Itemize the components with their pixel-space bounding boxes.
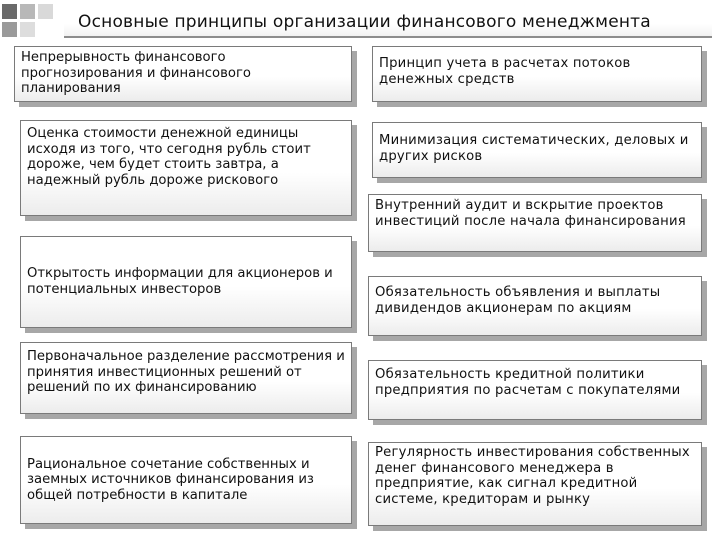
principle-box-left-1 bbox=[14, 46, 352, 102]
principle-text: Рациональное сочетание собственных и заемных источников финансирования из общей потребности в капитале bbox=[27, 456, 314, 503]
principle-text: Обязательность объявления и выплаты дивидендов акционерам по акциям bbox=[375, 285, 661, 316]
principle-text: Оценка стоимости денежной единицы исходя из того, что сегодня рубль стоит дороже, чем будет стоить завтра, а надежный рубль дороже рискового bbox=[27, 126, 311, 188]
principle-box-left-2 bbox=[20, 120, 352, 216]
principle-box-left-4 bbox=[20, 342, 352, 414]
principle-box-right-3 bbox=[368, 194, 702, 252]
principle-box-right-1 bbox=[372, 46, 702, 102]
principle-text: Внутренний аудит и вскрытие проектов инвестиций после начала финансирования bbox=[375, 198, 686, 229]
principle-box-right-2 bbox=[372, 122, 702, 178]
principle-text: Регулярность инвестирования собственных денег финансового менеджера в предприятие, как сигнал кредитной системе, кредиторам и рынку bbox=[375, 445, 690, 507]
principle-box-left-3 bbox=[20, 236, 352, 328]
principle-text: Минимизация систематических, деловых и других рисков bbox=[379, 133, 689, 164]
principle-box-right-4 bbox=[368, 276, 702, 336]
principle-text: Принцип учета в расчетах потоков денежных средств bbox=[379, 56, 631, 87]
decorative-squares-icon bbox=[0, 0, 62, 40]
principle-text: Непрерывность финансового прогнозирования и финансового планирования bbox=[21, 50, 251, 97]
principle-text: Открытость информации для акционеров и потенциальных инвесторов bbox=[27, 266, 333, 297]
principle-box-right-5 bbox=[368, 360, 702, 420]
principle-box-right-6 bbox=[368, 442, 702, 526]
page-title: Основные принципы организации финансового менеджмента bbox=[78, 12, 651, 32]
principle-box-left-5 bbox=[20, 436, 352, 524]
principle-text: Первоначальное разделение рассмотрения и принятия инвестиционных решений от решений по их финансированию bbox=[27, 349, 345, 396]
principle-text: Обязательность кредитной политики предприятия по расчетам с покупателями bbox=[375, 367, 681, 398]
